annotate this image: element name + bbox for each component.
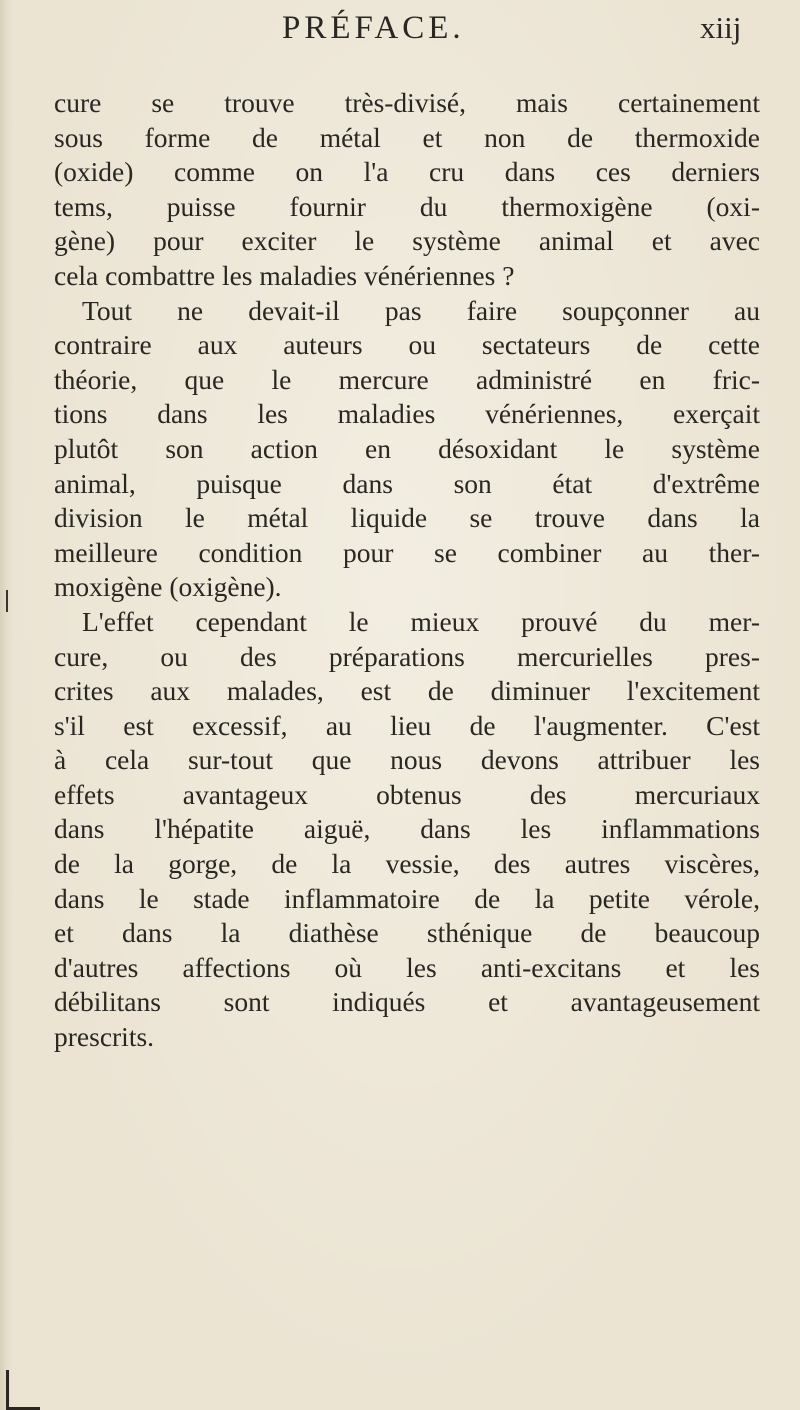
page-corner-mark — [6, 1370, 40, 1410]
text-line: crites aux malades, est de diminuer l'excitement — [54, 675, 760, 707]
text-line: débilitans sont indiqués et avantageusement — [54, 986, 760, 1018]
text-line: de la gorge, de la vessie, des autres viscères, — [54, 848, 760, 880]
text-line: moxigène (oxigène). — [54, 571, 282, 603]
text-line: à cela sur-tout que nous devons attribuer les — [54, 744, 760, 776]
text-line: sous forme de métal et non de thermoxide — [54, 121, 760, 153]
text-line: division le métal liquide se trouve dans la — [54, 502, 760, 534]
text-line: d'autres affections où les anti-excitans et les — [54, 951, 760, 983]
text-line: dans le stade inflammatoire de la petite vérole, — [54, 882, 760, 914]
text-line: cure, ou des préparations mercurielles pres- — [54, 640, 760, 672]
text-line: gène) pour exciter le système animal et avec — [54, 225, 760, 257]
text-line: plutôt son action en désoxidant le système — [54, 432, 760, 464]
text-line: contraire aux auteurs ou sectateurs de cette — [54, 329, 760, 361]
text-line: et dans la diathèse sthénique de beaucoup — [54, 917, 760, 949]
text-line: (oxide) comme on l'a cru dans ces derniers — [54, 156, 760, 188]
text-line: Tout ne devait-il pas faire soupçonner au — [82, 294, 760, 326]
page-number: xiij — [700, 10, 742, 45]
text-line: meilleure condition pour se combiner au ther- — [54, 536, 760, 568]
text-line: animal, puisque dans son état d'extrême — [54, 467, 760, 499]
running-title: PRÉFACE. — [282, 10, 465, 46]
text-line: L'effet cependant le mieux prouvé du mer- — [82, 605, 760, 637]
text-line: prescrits. — [54, 1021, 155, 1053]
text-line: théorie, que le mercure administré en fric- — [54, 363, 760, 395]
text-line: effets avantageux obtenus des mercuriaux — [54, 778, 760, 810]
body-text — [54, 86, 760, 1055]
text-line: tions dans les maladies vénériennes, exerçait — [54, 398, 760, 430]
text-line: cure se trouve très-divisé, mais certainement — [54, 87, 760, 118]
text-line: tems, puisse fournir du thermoxigène (oxi- — [54, 190, 760, 222]
text-line: cela combattre les maladies vénériennes ? — [54, 259, 515, 291]
binding-edge — [0, 0, 14, 1410]
page-header — [0, 6, 800, 56]
text-line: s'il est excessif, au lieu de l'augmenter. C'est — [54, 709, 760, 741]
text-line: dans l'hépatite aiguë, dans les inflammations — [54, 813, 760, 845]
binding-mark — [6, 590, 8, 612]
